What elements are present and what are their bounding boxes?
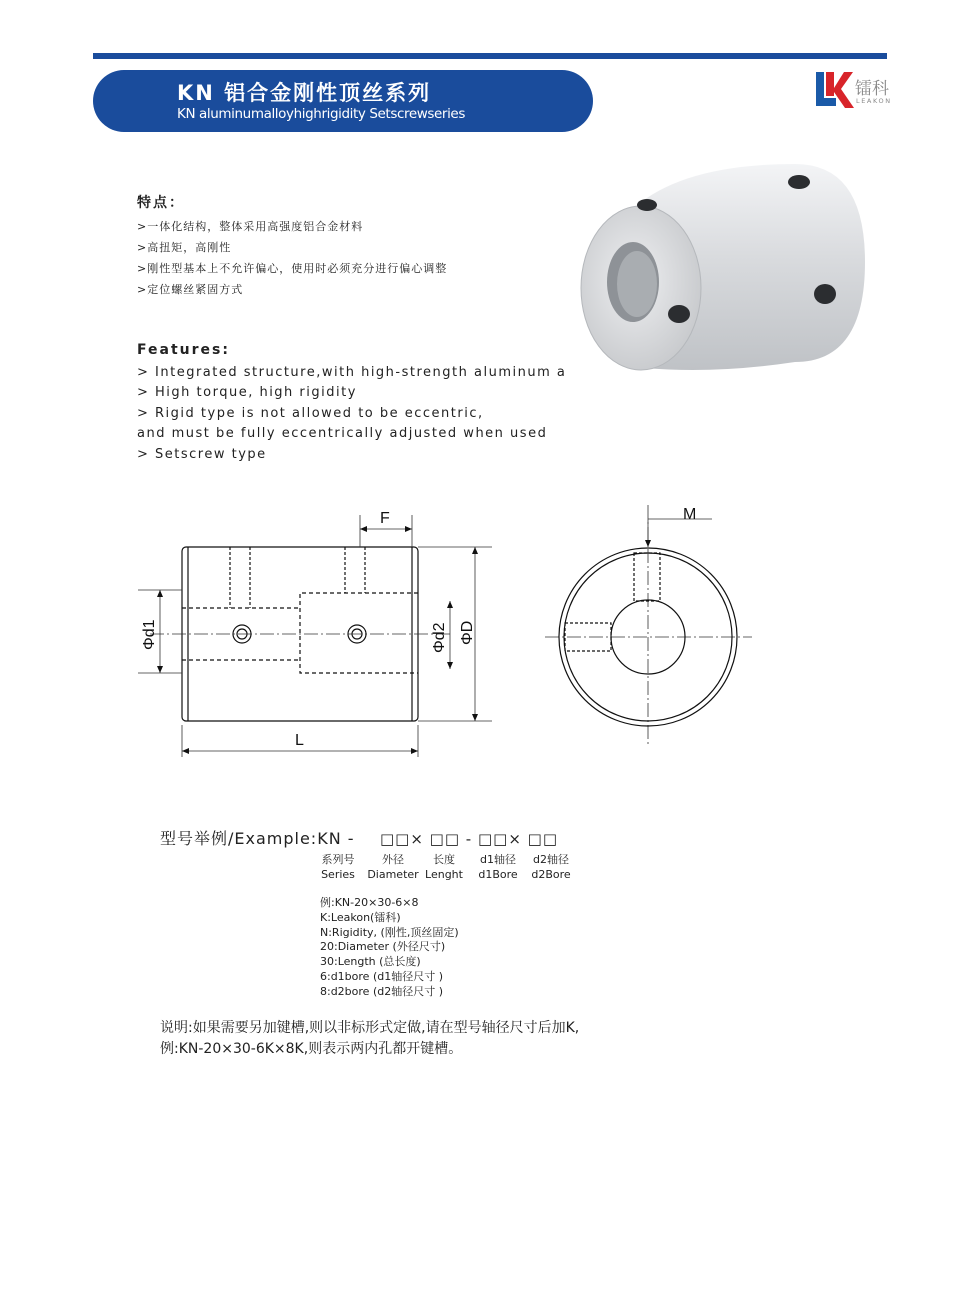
dim-d2: Φd2 xyxy=(431,622,448,653)
list-item: 例:KN-20×30-6×8 xyxy=(320,896,419,909)
list-item: K:Leakon(镭科) xyxy=(320,910,401,924)
dim-d1: Φd1 xyxy=(141,619,158,650)
example-explanation xyxy=(320,896,459,1000)
label-series: 系列号 Series xyxy=(321,853,355,881)
coupling-photo xyxy=(575,162,875,380)
title-banner xyxy=(93,70,593,132)
logo-sub: LEAKON xyxy=(856,97,892,105)
list-item: > Integrated structure,with high-strength aluminum a xyxy=(137,365,567,380)
list-item: >高扭矩，高刚性 xyxy=(137,241,232,254)
label-diameter: 外径 Diameter xyxy=(367,853,419,881)
list-item: > Setscrew type xyxy=(137,446,267,462)
list-item: > Rigid type is not allowed to be eccentric, xyxy=(137,405,484,421)
list-item: and must be fully eccentrically adjusted when used xyxy=(137,426,548,442)
dimension-drawing xyxy=(120,495,780,775)
title-zh: KN 铝合金刚性顶丝系列 xyxy=(177,81,432,105)
features-en-list xyxy=(137,363,566,465)
example-code: □□× □□ - □□× □□ xyxy=(380,830,559,848)
logo-name: 镭科 xyxy=(855,79,889,99)
list-item: > High torque, high rigidity xyxy=(137,385,357,401)
list-item: 20:Diameter (外径尺寸) xyxy=(320,940,446,954)
header-rule xyxy=(93,53,887,59)
label-d1bore: d1轴径 d1Bore xyxy=(478,853,518,881)
list-item: 6:d1bore (d1轴径尺寸 ) xyxy=(320,969,444,983)
title-en: KN aluminumalloyhighrigidity Setscrewseries xyxy=(177,106,465,122)
dim-F: F xyxy=(380,510,390,527)
features-zh-title: 特点： xyxy=(137,195,185,211)
dim-D: ΦD xyxy=(459,620,476,645)
label-length: 长度 Lenght xyxy=(425,853,463,881)
label-d2bore: d2轴径 d2Bore xyxy=(531,853,571,881)
list-item: >一体化结构，整体采用高强度铝合金材料 xyxy=(137,220,364,233)
note-line-2: 例:KN-20×30-6K×8K,则表示两内孔都开键槽。 xyxy=(160,1041,463,1057)
list-item: 30:Length (总长度) xyxy=(320,955,421,969)
list-item: >定位螺丝紧固方式 xyxy=(137,283,244,296)
list-item: >刚性型基本上不允许偏心，使用时必须充分进行偏心调整 xyxy=(137,262,448,275)
list-item: N:Rigidity, (刚性,顶丝固定) xyxy=(320,925,459,939)
note xyxy=(160,1018,579,1060)
features-zh-list xyxy=(137,216,447,300)
dim-M: M xyxy=(683,506,697,523)
list-item: 8:d2bore (d2轴径尺寸 ) xyxy=(320,984,444,998)
note-line-1: 说明:如果需要另加键槽,则以非标形式定做,请在型号轴径尺寸后加K, xyxy=(160,1020,580,1036)
features-en-title: Features: xyxy=(137,342,230,358)
dim-L: L xyxy=(295,732,304,749)
example-label: 型号举例/Example:KN - xyxy=(160,829,355,848)
